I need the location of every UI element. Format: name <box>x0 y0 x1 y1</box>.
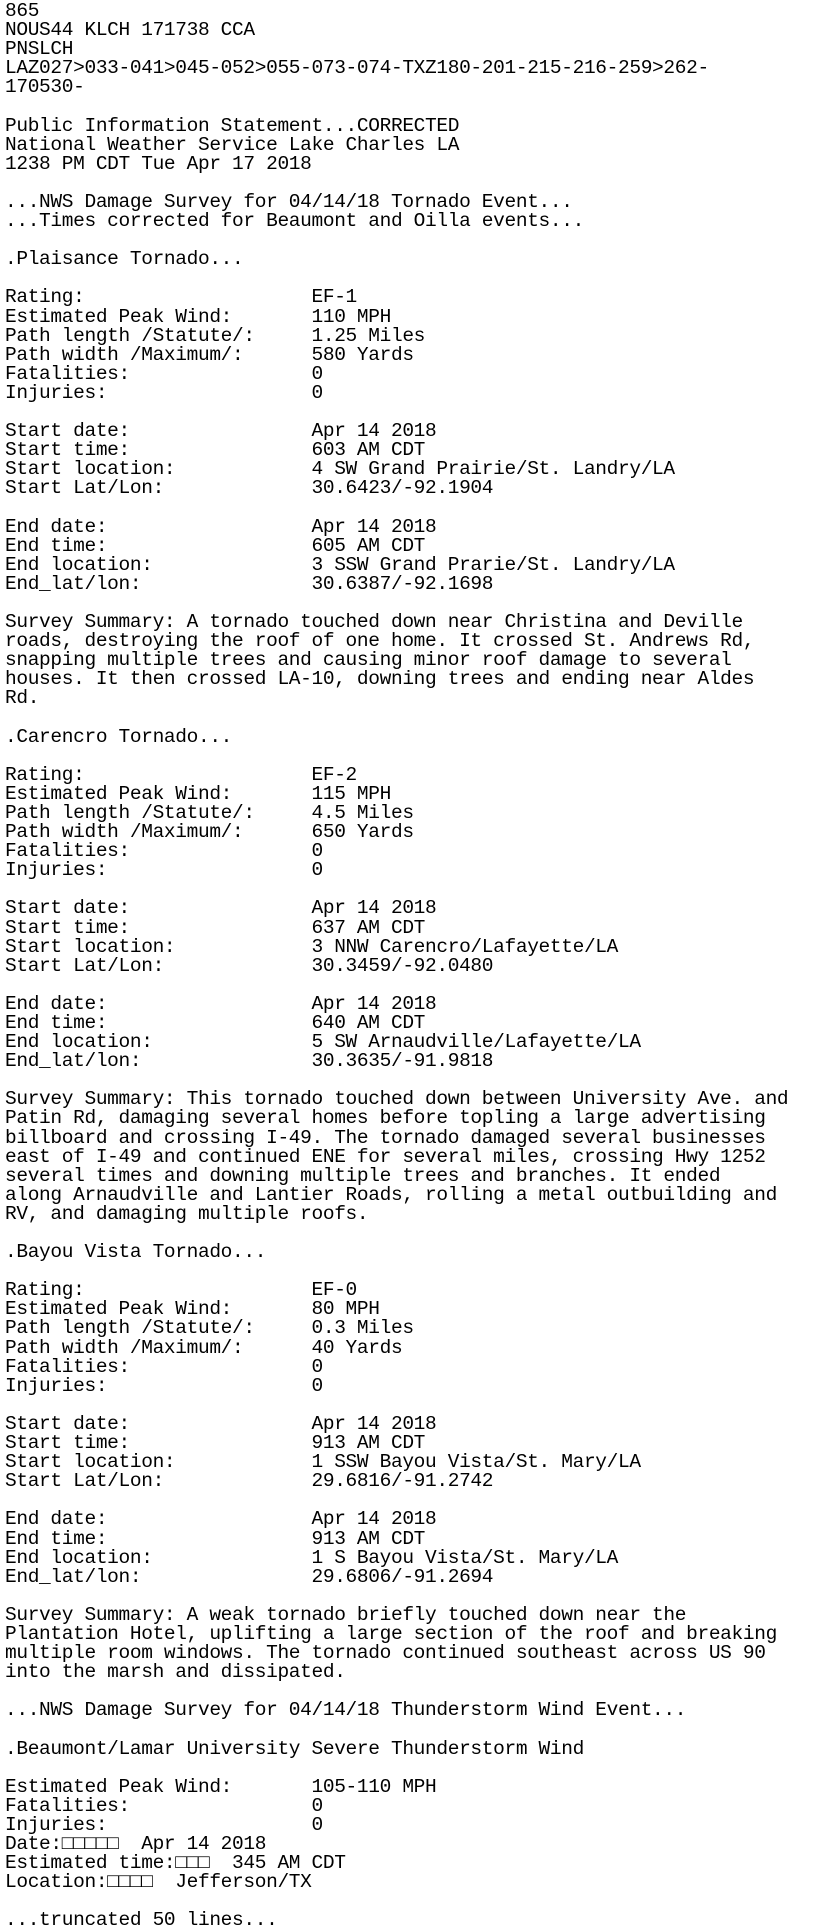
text-line: .Bayou Vista Tornado... <box>5 1241 267 1264</box>
text-line: End_lat/lon: 29.6806/-91.2694 <box>5 1565 494 1588</box>
text-line: Start date: Apr 14 2018 <box>5 897 437 920</box>
text-line: End location: 3 SSW Grand Prarie/St. Landry/LA <box>5 553 675 576</box>
text-line: End time: 640 AM CDT <box>5 1011 426 1034</box>
text-line: LAZ027>033-041>045-052>055-073-074-TXZ180-201-215-216-259>262- <box>5 57 709 80</box>
text-line: Path length /Statute/: 0.3 Miles <box>5 1317 414 1340</box>
text-line: Injuries: 0 <box>5 1813 323 1836</box>
text-line: National Weather Service Lake Charles LA <box>5 133 460 156</box>
text-line: Date:□□□□□ Apr 14 2018 <box>5 1833 267 1855</box>
text-line: ...Times corrected for Beaumont and Oilla events... <box>5 210 584 233</box>
text-line: Fatalities: 0 <box>5 1355 323 1378</box>
text-line: Path width /Maximum/: 650 Yards <box>5 821 414 844</box>
text-line: End_lat/lon: 30.3635/-91.9818 <box>5 1050 494 1073</box>
text-line: Path length /Statute/: 4.5 Miles <box>5 801 414 824</box>
text-line: Survey Summary: A weak tornado briefly touched down near the <box>5 1603 687 1626</box>
text-line: Fatalities: 0 <box>5 840 323 863</box>
text-line <box>5 747 837 766</box>
text-line: .Plaisance Tornado... <box>5 248 244 271</box>
text-line: Start location: 3 NNW Carencro/Lafayette/LA <box>5 935 619 958</box>
text-line: Estimated Peak Wind: 110 MPH <box>5 305 391 328</box>
text-line: Plantation Hotel, uplifting a large section of the roof and breaking <box>5 1622 777 1645</box>
text-line: Rd. <box>5 687 40 710</box>
text-line: .Carencro Tornado... <box>5 725 233 748</box>
text-line: Path width /Maximum/: 580 Yards <box>5 343 414 366</box>
text-line: Path length /Statute/: 1.25 Miles <box>5 324 426 347</box>
text-line: End time: 605 AM CDT <box>5 534 426 557</box>
text-line <box>5 498 837 517</box>
text-line: roads, destroying the roof of one home. It crossed St. Andrews Rd, <box>5 630 755 653</box>
text-line: NOUS44 KLCH 171738 CCA <box>5 19 255 42</box>
text-line <box>5 708 837 727</box>
text-line: Rating: EF-1 <box>5 286 357 309</box>
text-line: billboard and crossing I-49. The tornado damaged several businesses <box>5 1126 766 1149</box>
text-line: Estimated time:□□□ 345 AM CDT <box>5 1852 346 1875</box>
text-line: Patin Rd, damaging several homes before topling a large advertising <box>5 1107 766 1130</box>
text-line: along Arnaudville and Lantier Roads, rolling a metal outbuilding and <box>5 1183 777 1206</box>
text-line: 865 <box>5 0 40 22</box>
text-line: Start Lat/Lon: 29.6816/-91.2742 <box>5 1470 494 1493</box>
text-line: Estimated Peak Wind: 80 MPH <box>5 1298 380 1321</box>
text-line: Rating: EF-0 <box>5 1279 357 1302</box>
text-line: PNSLCH <box>5 38 74 61</box>
text-line: Fatalities: 0 <box>5 1794 323 1817</box>
text-line: Public Information Statement...CORRECTED <box>5 114 460 137</box>
text-line: houses. It then crossed LA-10, downing trees and ending near Aldes <box>5 668 755 691</box>
text-line: east of I-49 and continued ENE for several miles, crossing Hwy 1252 <box>5 1145 766 1168</box>
text-line: 1238 PM CDT Tue Apr 17 2018 <box>5 152 312 175</box>
text-line: Start date: Apr 14 2018 <box>5 420 437 443</box>
text-line <box>5 1759 837 1778</box>
text-line: Start time: 913 AM CDT <box>5 1432 426 1455</box>
text-line: Start Lat/Lon: 30.3459/-92.0480 <box>5 954 494 977</box>
text-line: Injuries: 0 <box>5 381 323 404</box>
text-line: Path width /Maximum/: 40 Yards <box>5 1336 403 1359</box>
text-line: RV, and damaging multiple roofs. <box>5 1202 369 1225</box>
text-line: Start location: 1 SSW Bayou Vista/St. Mary/LA <box>5 1451 641 1474</box>
text-line: Rating: EF-2 <box>5 763 357 786</box>
text-line: Start location: 4 SW Grand Prairie/St. Landry/LA <box>5 458 675 481</box>
text-line: Location:□□□□ Jefferson/TX <box>5 1871 312 1894</box>
text-line: Injuries: 0 <box>5 859 323 882</box>
text-line: ...truncated 50 lines... <box>5 1909 278 1931</box>
text-line: Survey Summary: This tornado touched down between University Ave. and <box>5 1088 789 1111</box>
text-line: End date: Apr 14 2018 <box>5 992 437 1015</box>
text-line: Start time: 603 AM CDT <box>5 439 426 462</box>
text-line: End date: Apr 14 2018 <box>5 1508 437 1531</box>
text-line: End date: Apr 14 2018 <box>5 515 437 538</box>
text-line: multiple room windows. The tornado continued southeast across US 90 <box>5 1642 766 1665</box>
text-line: End location: 1 S Bayou Vista/St. Mary/LA <box>5 1546 619 1569</box>
text-line: Injuries: 0 <box>5 1374 323 1397</box>
text-line: Estimated Peak Wind: 105-110 MPH <box>5 1775 437 1798</box>
text-line <box>5 1587 837 1606</box>
text-line: snapping multiple trees and causing minor roof damage to several <box>5 649 732 672</box>
text-line: 170530- <box>5 76 85 99</box>
text-line: Estimated Peak Wind: 115 MPH <box>5 782 391 805</box>
text-line: End time: 913 AM CDT <box>5 1527 426 1550</box>
text-line: Survey Summary: A tornado touched down near Christina and Deville <box>5 611 743 633</box>
text-line: several times and downing multiple trees and branches. It ended <box>5 1164 721 1187</box>
text-line <box>5 1720 837 1739</box>
text-line <box>5 97 837 116</box>
text-line: End_lat/lon: 30.6387/-92.1698 <box>5 572 494 595</box>
text-line: Start Lat/Lon: 30.6423/-92.1904 <box>5 477 494 500</box>
text-line: End location: 5 SW Arnaudville/Lafayette/LA <box>5 1031 641 1054</box>
text-line: Fatalities: 0 <box>5 362 323 385</box>
text-line: Start time: 637 AM CDT <box>5 916 426 939</box>
text-line <box>5 976 837 995</box>
text-line: ...NWS Damage Survey for 04/14/18 Thunderstorm Wind Event... <box>5 1699 687 1722</box>
text-line: .Beaumont/Lamar University Severe Thunderstorm Wind <box>5 1737 584 1760</box>
text-line: into the marsh and dissipated. <box>5 1661 346 1684</box>
text-line: Start date: Apr 14 2018 <box>5 1412 437 1435</box>
text-line: ...NWS Damage Survey for 04/14/18 Tornado Event... <box>5 190 573 213</box>
